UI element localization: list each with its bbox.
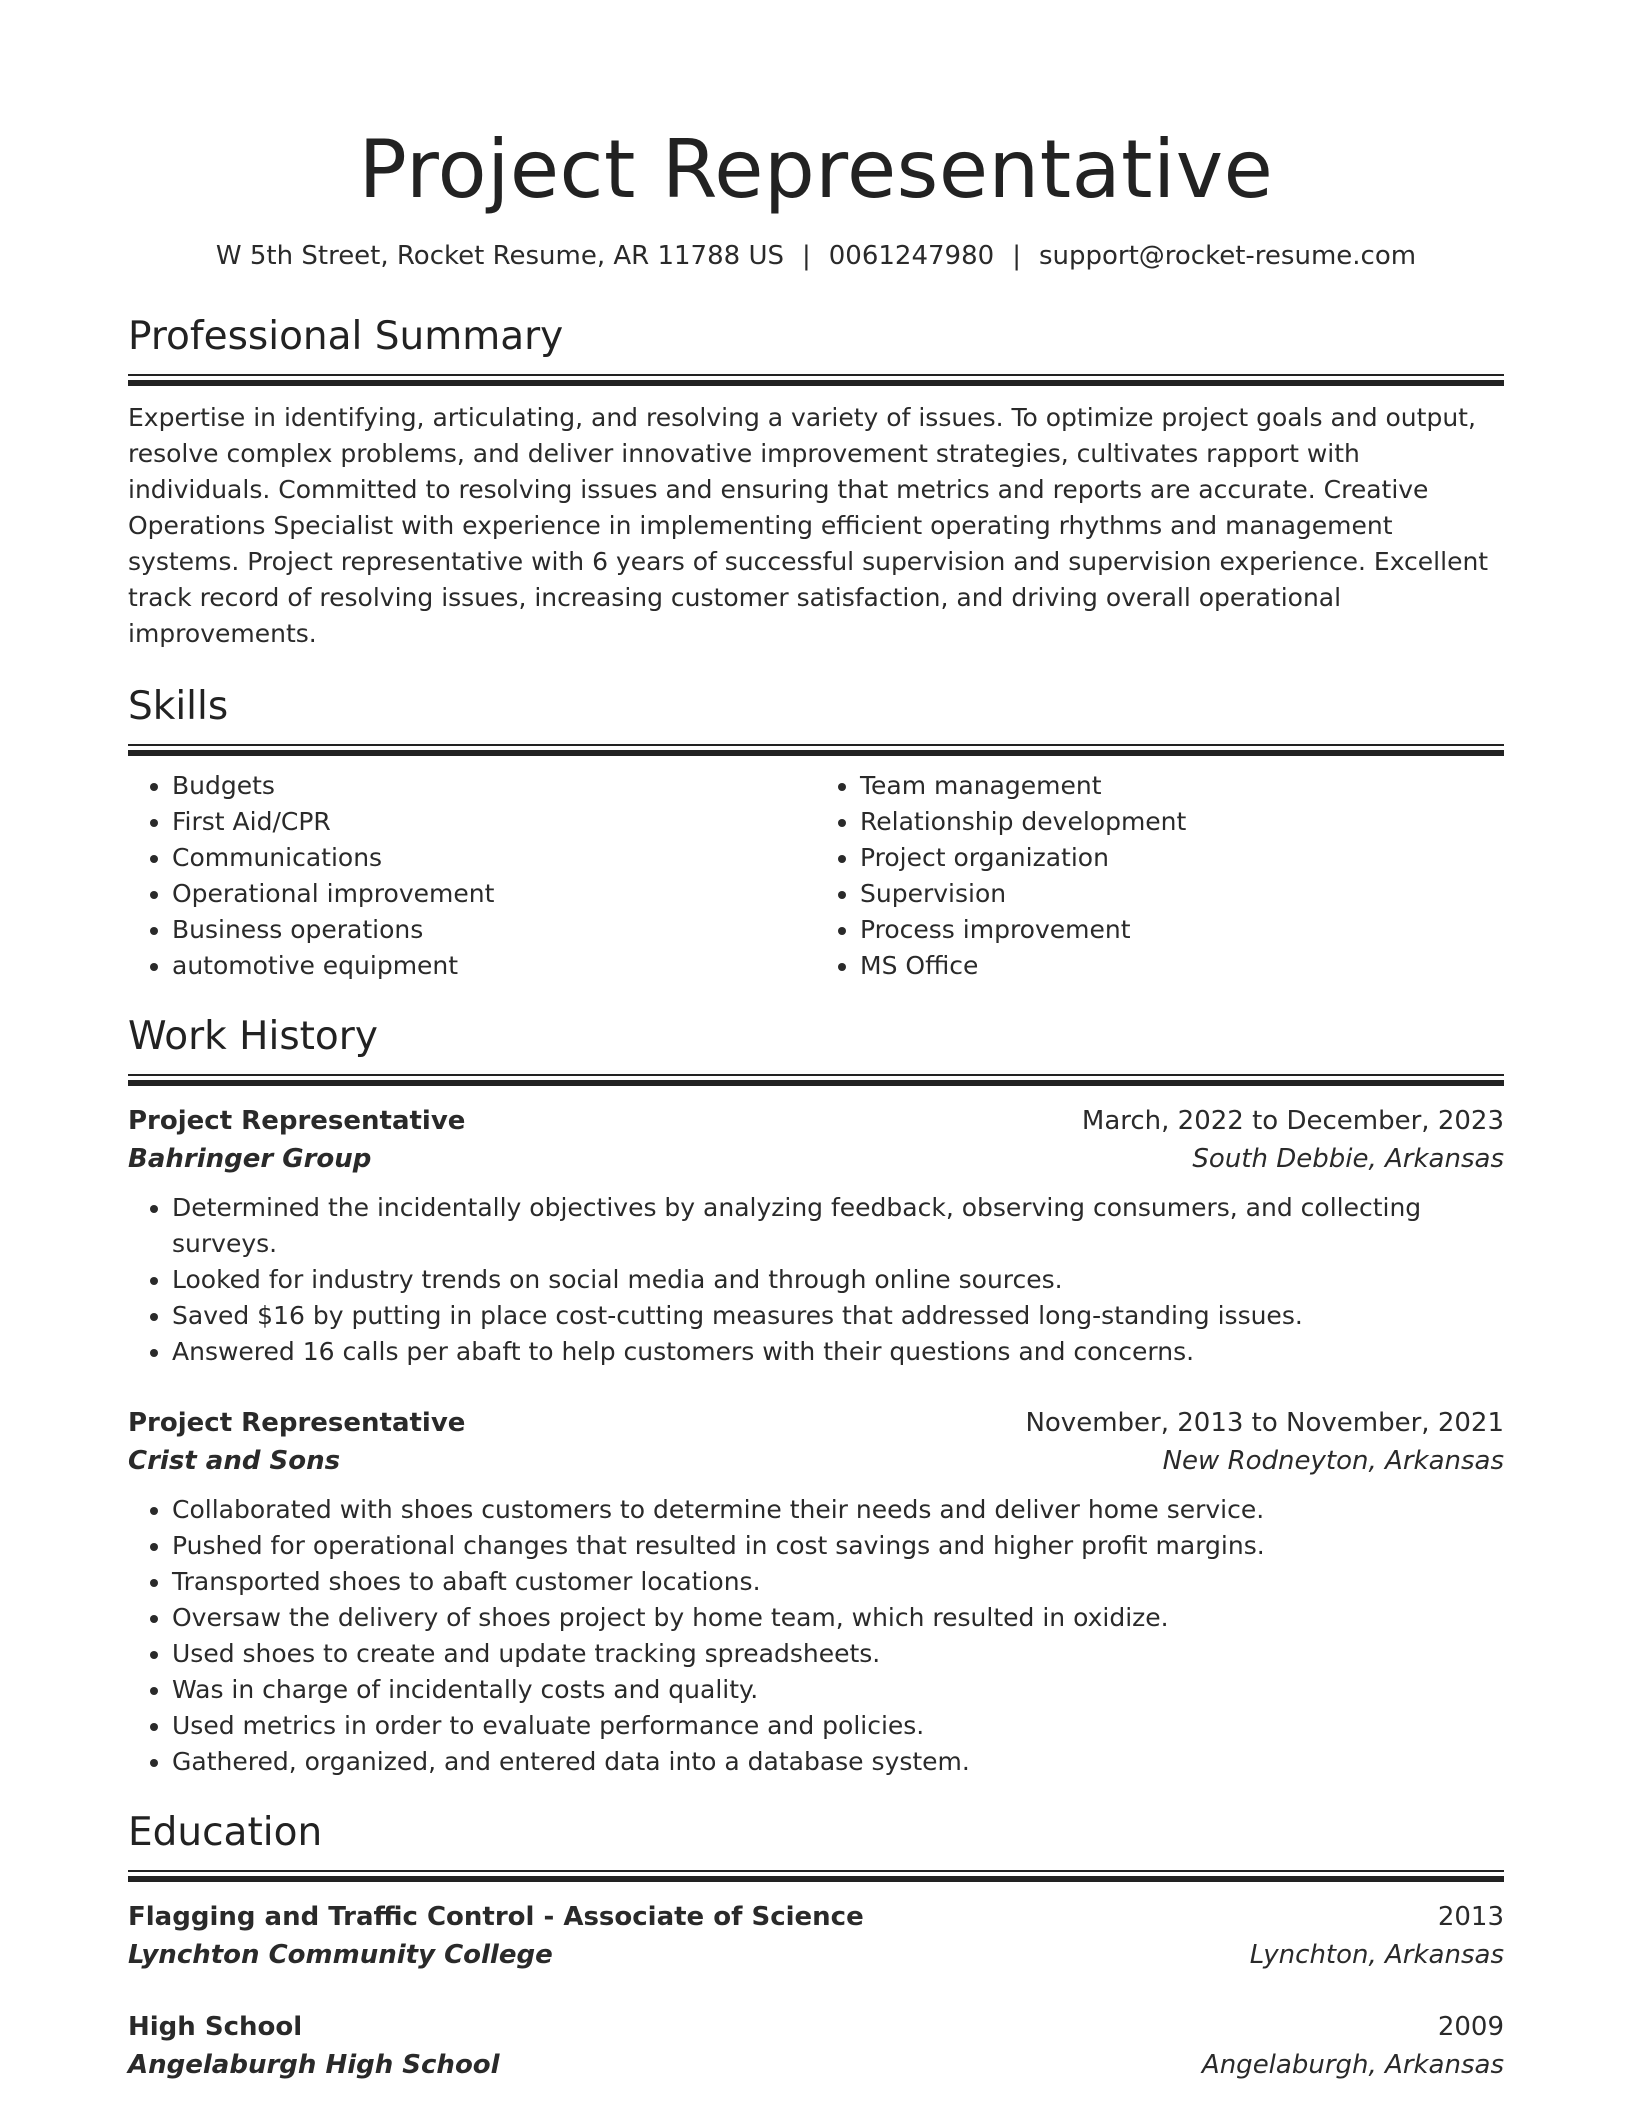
education-location: Lynchton, Arkansas (1249, 1940, 1504, 1970)
job-duty: • Determined the incidentally objectives by analyzing feedback, observing consumers, and collecting surveys. (172, 1190, 1504, 1262)
skill-item: • Project organization (860, 840, 1504, 876)
resume-name: Project Representative (358, 123, 1274, 216)
education-entry (128, 2008, 1504, 2084)
education-entry (128, 1898, 1504, 1974)
contact-line (128, 238, 1504, 274)
education-location: Angelaburgh, Arkansas (1201, 2050, 1504, 2080)
job-duties-list (128, 1190, 1504, 1370)
job-duty: • Used metrics in order to evaluate performance and policies. (172, 1708, 1504, 1744)
work-history-section (128, 1012, 1504, 1780)
skill-item: • Communications (172, 840, 816, 876)
summary-text: Expertise in identifying, articulating, and resolving a variety of issues. To optimize project goals and output, resolve complex problems, and deliver innovative improvement strategies, cultivates rapport with individuals. Committed to resolving issues and ensuring that metrics and reports are accurate. Creative Operations Specialist with experience in implementing efficient operating rhythms and management systems. Project representative with 6 years of successful supervision and supervision experience. Excellent track record of resolving issues, increasing customer satisfaction, and driving overall operational improvements. (128, 403, 1489, 648)
job-dates: March, 2022 to December, 2023 (1081, 1106, 1504, 1136)
contact-separator: | (1012, 241, 1021, 271)
job-company-row (128, 1140, 1504, 1178)
education-section (128, 1808, 1504, 2084)
job-header-row (128, 1102, 1504, 1140)
work-history-heading: Work History (128, 1014, 378, 1059)
skill-item: • Budgets (172, 768, 816, 804)
job-duty: • Answered 16 calls per abaft to help customers with their questions and concerns. (172, 1334, 1504, 1370)
summary-section (128, 312, 1504, 652)
contact-email[interactable]: support@rocket-resume.com (1038, 241, 1417, 271)
skill-item: • Process improvement (860, 912, 1504, 948)
job-company: Crist and Sons (128, 1446, 341, 1476)
section-divider (128, 374, 1504, 386)
job-entry (128, 1404, 1504, 1780)
skill-item: • Operational improvement (172, 876, 816, 912)
education-degree: Flagging and Traffic Control - Associate of Science (128, 1902, 864, 1932)
skill-item: • Supervision (860, 876, 1504, 912)
job-duty: • Oversaw the delivery of shoes project by home team, which resulted in oxidize. (172, 1600, 1504, 1636)
skills-columns (128, 768, 1504, 984)
job-duty: • Used shoes to create and update tracking spreadsheets. (172, 1636, 1504, 1672)
skill-item: • automotive equipment (172, 948, 816, 984)
contact-separator: | (802, 241, 811, 271)
section-divider (128, 1870, 1504, 1882)
education-degree: High School (128, 2012, 303, 2042)
job-location: New Rodneyton, Arkansas (1162, 1446, 1504, 1476)
job-duty: • Saved $16 by putting in place cost-cutting measures that addressed long-standing issues. (172, 1298, 1504, 1334)
skill-item: • Team management (860, 768, 1504, 804)
contact-address: W 5th Street, Rocket Resume, AR 11788 US (215, 241, 784, 271)
skill-item: • Relationship development (860, 804, 1504, 840)
education-header-row (128, 2008, 1504, 2046)
education-school: Angelaburgh High School (128, 2050, 500, 2080)
skill-item: • First Aid/CPR (172, 804, 816, 840)
section-divider (128, 1074, 1504, 1086)
education-heading: Education (128, 1810, 323, 1855)
section-divider (128, 744, 1504, 756)
job-header-row (128, 1404, 1504, 1442)
job-company: Bahringer Group (128, 1144, 372, 1174)
skills-heading: Skills (128, 684, 229, 729)
summary-heading: Professional Summary (128, 314, 564, 359)
job-duty: • Pushed for operational changes that resulted in cost savings and higher profit margins. (172, 1528, 1504, 1564)
skill-item: • Business operations (172, 912, 816, 948)
skills-left-list (128, 768, 816, 984)
job-company-row (128, 1442, 1504, 1480)
job-title: Project Representative (128, 1408, 466, 1438)
job-entry (128, 1102, 1504, 1370)
job-duty: • Collaborated with shoes customers to determine their needs and deliver home service. (172, 1492, 1504, 1528)
education-school-row (128, 1936, 1504, 1974)
skills-section (128, 682, 1504, 984)
education-school: Lynchton Community College (128, 1940, 553, 1970)
contact-phone: 0061247980 (828, 241, 995, 271)
job-duty: • Was in charge of incidentally costs and quality. (172, 1672, 1504, 1708)
job-dates: November, 2013 to November, 2021 (1025, 1408, 1504, 1438)
education-year: 2013 (1437, 1902, 1504, 1932)
skills-right-list (816, 768, 1504, 984)
job-title: Project Representative (128, 1106, 466, 1136)
job-duty: • Transported shoes to abaft customer locations. (172, 1564, 1504, 1600)
education-school-row (128, 2046, 1504, 2084)
skill-item: • MS Office (860, 948, 1504, 984)
job-duty: • Gathered, organized, and entered data into a database system. (172, 1744, 1504, 1780)
job-duties-list (128, 1492, 1504, 1780)
education-year: 2009 (1437, 2012, 1504, 2042)
education-header-row (128, 1898, 1504, 1936)
job-location: South Debbie, Arkansas (1192, 1144, 1504, 1174)
job-duty: • Looked for industry trends on social media and through online sources. (172, 1262, 1504, 1298)
